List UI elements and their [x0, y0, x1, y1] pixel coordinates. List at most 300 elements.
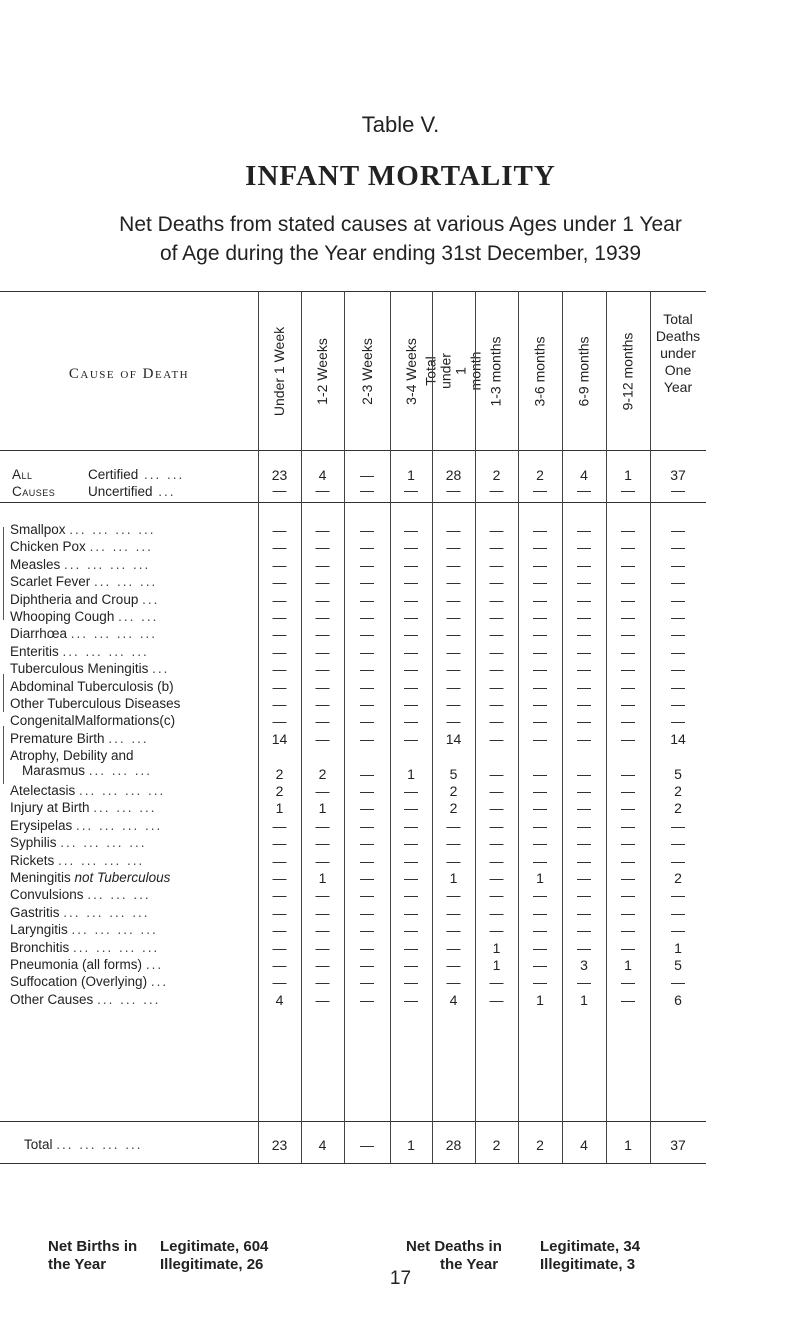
data-cell: —: [272, 678, 287, 695]
data-cell: 5: [674, 765, 682, 782]
data-cell: —: [621, 991, 635, 1008]
data-cell: —: [272, 852, 287, 869]
data-cell: —: [577, 870, 591, 886]
data-cell: —: [621, 765, 635, 782]
data-cell: —: [577, 887, 591, 904]
row-label: [10, 922, 158, 937]
data-cell: 4: [275, 991, 284, 1008]
data-cell: —: [360, 556, 374, 573]
data-cell: —: [577, 574, 591, 591]
data-cell: —: [533, 957, 547, 973]
data-cell: —: [446, 556, 461, 573]
data-cell: 2: [674, 800, 682, 817]
data-cell: —: [315, 574, 330, 591]
data-cell: —: [489, 574, 504, 591]
data-cell: —: [404, 643, 418, 660]
data-cell: —: [533, 609, 547, 625]
row-label: [10, 992, 160, 1007]
row-label: [10, 574, 157, 589]
data-cell: 14: [445, 730, 462, 747]
data-cell: —: [360, 713, 374, 730]
data-cell: —: [533, 539, 547, 556]
data-cell: —: [577, 522, 591, 538]
data-cell: —: [533, 643, 547, 660]
row-label-text: Erysipelas: [10, 817, 73, 833]
data-cell: —: [272, 643, 287, 660]
row-label: [10, 522, 156, 537]
data-cell: —: [404, 817, 418, 834]
data-cell: —: [533, 922, 547, 939]
data-cell: —: [533, 522, 547, 538]
data-cell: —: [315, 609, 330, 625]
all-causes-certified-cell: 2: [492, 467, 501, 483]
data-cell: —: [315, 957, 330, 973]
data-cell: —: [446, 574, 461, 591]
row-label: [10, 626, 157, 641]
row-label: [10, 940, 159, 955]
data-cell: —: [533, 713, 547, 730]
data-cell: —: [533, 974, 547, 991]
row-label-text: Atrophy, Debility and: [10, 748, 134, 764]
total-cell: 1: [407, 1137, 415, 1153]
row-leader-dots: ... ... ... ...: [76, 817, 163, 833]
header-age-label: 3-6 months: [531, 335, 548, 407]
header-age-0: [258, 297, 301, 445]
row-label-text: Other Causes: [10, 991, 94, 1007]
row-leader-dots: ... ... ...: [97, 991, 161, 1007]
data-cell: —: [404, 870, 418, 886]
row-leader-dots: ... ... ... ...: [71, 922, 158, 938]
data-cell: —: [360, 730, 374, 747]
data-cell: —: [671, 539, 685, 556]
data-cell: 2: [449, 800, 458, 817]
data-cell: —: [360, 626, 374, 643]
data-cell: —: [489, 522, 504, 538]
data-cell: —: [315, 783, 330, 799]
data-cell: —: [360, 522, 374, 538]
data-cell: —: [489, 556, 504, 573]
data-cell: —: [621, 870, 635, 886]
data-cell: —: [489, 678, 504, 695]
data-cell: —: [621, 783, 635, 799]
footer-births-label-1: Net Births in: [48, 1238, 138, 1255]
all-causes-certified-cell: —: [360, 467, 374, 483]
data-cell: 1: [492, 957, 501, 973]
row-label: [10, 818, 162, 833]
uncertified-label: Uncertified ...: [88, 484, 176, 499]
data-cell: —: [533, 591, 547, 608]
data-cell: —: [577, 713, 591, 730]
total-cell: 37: [670, 1137, 686, 1153]
row-leader-dots: ... ...: [118, 609, 159, 624]
row-label-text: Abdominal Tuberculosis (b): [10, 678, 174, 694]
data-cell: —: [404, 974, 418, 991]
data-cell: —: [533, 730, 547, 747]
data-cell: —: [360, 852, 374, 869]
certified-label: Certified ... ...: [88, 467, 185, 482]
data-cell: —: [272, 522, 287, 538]
all-causes-certified-cell: 1: [624, 467, 632, 483]
row-label: [10, 748, 152, 778]
header-age-label: Total under 1 month: [422, 351, 484, 391]
data-cell: —: [533, 800, 547, 817]
header-age-label: 3-4 Weeks: [402, 337, 419, 405]
row-label: [10, 644, 149, 659]
row-leader-dots: ... ... ... ...: [73, 939, 160, 955]
data-cell: 6: [674, 991, 682, 1008]
data-cell: —: [315, 835, 330, 852]
data-cell: —: [272, 574, 287, 591]
data-cell: —: [671, 574, 685, 591]
data-cell: —: [621, 974, 635, 991]
data-cell: —: [446, 696, 461, 712]
row-leader-dots: ...: [145, 957, 164, 972]
header-age-label: 2-3 Weeks: [358, 337, 375, 405]
data-cell: —: [272, 904, 287, 921]
data-cell: —: [533, 678, 547, 695]
data-cell: 2: [275, 783, 284, 799]
data-cell: —: [360, 887, 374, 904]
data-cell: —: [621, 643, 635, 660]
row-label-text: Diarrhœa: [10, 626, 68, 642]
data-cell: —: [533, 626, 547, 643]
row-label: [10, 609, 158, 624]
data-cell: —: [272, 939, 287, 956]
total-cell: 1: [624, 1137, 632, 1153]
data-cell: —: [404, 609, 418, 625]
data-cell: —: [577, 974, 591, 991]
data-cell: 1: [580, 991, 588, 1008]
data-cell: —: [272, 556, 287, 573]
data-cell: 1: [449, 870, 458, 886]
data-cell: —: [360, 974, 374, 991]
data-cell: —: [621, 678, 635, 695]
data-cell: —: [272, 870, 287, 886]
all-causes-uncertified-cell: —: [621, 482, 635, 498]
data-cell: —: [577, 765, 591, 782]
footer-deaths-label-1: Net Deaths in: [406, 1238, 502, 1255]
data-cell: —: [272, 957, 287, 973]
data-cell: —: [533, 904, 547, 921]
data-cell: —: [404, 522, 418, 538]
data-cell: —: [446, 626, 461, 643]
data-cell: —: [315, 539, 330, 556]
row-leader-dots: ... ... ...: [93, 800, 157, 816]
data-cell: —: [577, 556, 591, 573]
data-cell: —: [489, 765, 504, 782]
data-cell: —: [446, 591, 461, 608]
all-causes-certified-cell: 28: [445, 467, 462, 483]
data-cell: —: [315, 887, 330, 904]
data-cell: —: [671, 817, 685, 834]
all-causes-certified-cell: 1: [407, 467, 415, 483]
data-cell: 1: [492, 939, 501, 956]
data-cell: —: [446, 713, 461, 730]
data-cell: —: [404, 626, 418, 643]
total-cell: 2: [492, 1137, 501, 1153]
data-cell: —: [360, 817, 374, 834]
data-cell: —: [272, 609, 287, 625]
all-causes-label-bottom: Causes: [12, 484, 56, 499]
data-cell: —: [621, 887, 635, 904]
all-causes-uncertified-cell: —: [489, 482, 504, 498]
data-cell: —: [360, 922, 374, 939]
header-age-7: [562, 297, 606, 445]
all-causes-certified-cell: 37: [670, 467, 686, 483]
data-cell: —: [360, 939, 374, 956]
data-cell: —: [315, 904, 330, 921]
data-cell: —: [577, 626, 591, 643]
data-cell: 1: [318, 870, 327, 886]
header-age-label: 9-12 months: [619, 332, 636, 410]
data-cell: —: [315, 991, 330, 1008]
data-cell: —: [315, 522, 330, 538]
row-label-text: Scarlet Fever: [10, 574, 91, 590]
row-label-text: Meningitis: [10, 870, 75, 885]
data-cell: —: [315, 678, 330, 695]
total-cell: 4: [580, 1137, 588, 1153]
brace-congenital: [3, 726, 4, 784]
all-causes-uncertified-cell: —: [671, 482, 685, 498]
row-label: [10, 835, 147, 850]
all-causes-uncertified-cell: —: [533, 482, 547, 498]
brace-tuberculosis: [3, 674, 4, 712]
data-cell: 2: [449, 783, 458, 799]
row-leader-dots: ... ... ... ...: [79, 783, 166, 798]
data-cell: —: [671, 591, 685, 608]
header-age-8: [606, 297, 650, 445]
body-bottom-rule: [0, 1121, 706, 1122]
data-cell: —: [533, 852, 547, 869]
subtitle-line-1: Net Deaths from stated causes at various Ages under 1 Year: [119, 213, 682, 236]
data-cell: —: [360, 904, 374, 921]
header-age-label: 1-2 Weeks: [314, 337, 331, 405]
data-cell: —: [404, 904, 418, 921]
data-cell: —: [360, 609, 374, 625]
header-total-deaths: Total Deaths under One Year: [655, 311, 701, 395]
data-cell: —: [621, 696, 635, 712]
data-cell: —: [621, 574, 635, 591]
data-cell: —: [489, 887, 504, 904]
total-row-label-text: Total: [24, 1137, 53, 1152]
data-cell: —: [533, 574, 547, 591]
data-cell: —: [315, 974, 330, 991]
data-cell: —: [404, 800, 418, 817]
data-cell: —: [577, 661, 591, 678]
data-cell: —: [533, 939, 547, 956]
data-cell: —: [489, 696, 504, 712]
data-cell: 2: [318, 765, 327, 782]
data-cell: —: [360, 591, 374, 608]
data-cell: —: [315, 591, 330, 608]
data-cell: —: [621, 800, 635, 817]
data-cell: —: [489, 870, 504, 886]
page-number: 17: [389, 1268, 412, 1289]
all-causes-certified-cell: 4: [318, 467, 327, 483]
subtitle-line-2: of Age during the Year ending 31st December, 1939: [159, 242, 642, 265]
data-cell: —: [489, 974, 504, 991]
data-cell: —: [315, 939, 330, 956]
data-cell: —: [671, 974, 685, 991]
total-row-leader-dots: ... ... ... ...: [56, 1137, 143, 1152]
all-causes-certified-cell: 23: [271, 467, 288, 483]
header-cause-of-death: Cause of Death: [68, 366, 190, 382]
data-cell: —: [272, 817, 287, 834]
row-leader-dots: ... ...: [108, 730, 149, 746]
data-cell: 2: [674, 783, 682, 799]
data-cell: —: [315, 852, 330, 869]
all-causes-uncertified-cell: —: [360, 482, 374, 498]
data-cell: —: [671, 835, 685, 852]
data-cell: —: [404, 835, 418, 852]
data-cell: —: [360, 696, 374, 712]
all-causes-uncertified-cell: —: [272, 482, 287, 498]
data-cell: —: [489, 991, 504, 1008]
data-cell: —: [315, 922, 330, 939]
data-cell: —: [577, 643, 591, 660]
data-cell: —: [446, 835, 461, 852]
data-cell: —: [315, 696, 330, 712]
data-cell: —: [446, 974, 461, 991]
data-cell: 3: [580, 957, 588, 973]
table-bottom-rule: [0, 1163, 706, 1164]
header-age-5: [475, 297, 518, 445]
data-cell: —: [621, 522, 635, 538]
row-label-text: Injury at Birth: [10, 800, 90, 816]
row-leader-dots: ...: [142, 591, 160, 607]
data-cell: —: [446, 904, 461, 921]
brace-infectious: [3, 527, 4, 620]
data-cell: —: [272, 974, 287, 991]
data-cell: —: [446, 609, 461, 625]
data-cell: —: [272, 922, 287, 939]
data-cell: —: [533, 783, 547, 799]
data-cell: 14: [271, 730, 288, 747]
data-cell: —: [360, 574, 374, 591]
all-causes-uncertified-cell: —: [315, 482, 330, 498]
data-cell: —: [446, 817, 461, 834]
footer-births-label-2: the Year: [48, 1256, 107, 1273]
footer-deaths-legitimate: Legitimate, 34: [540, 1238, 641, 1255]
data-cell: —: [671, 643, 685, 660]
row-label-text: Gastritis: [10, 904, 60, 920]
all-causes-label-top: All: [12, 467, 33, 482]
data-cell: —: [671, 522, 685, 538]
data-cell: —: [489, 661, 504, 678]
footer-births-legitimate: Legitimate, 604: [160, 1238, 269, 1255]
data-cell: —: [577, 835, 591, 852]
data-cell: 14: [670, 730, 686, 747]
data-cell: —: [360, 661, 374, 678]
page-title: INFANT MORTALITY: [245, 160, 556, 192]
data-cell: —: [272, 539, 287, 556]
header-age-2: [344, 297, 390, 445]
data-cell: —: [404, 591, 418, 608]
data-cell: —: [272, 661, 287, 678]
data-cell: 1: [407, 765, 415, 782]
data-cell: —: [671, 887, 685, 904]
header-bottom-rule: [0, 450, 706, 451]
all-causes-bottom-rule: [0, 502, 706, 503]
row-label-text: Enteritis: [10, 643, 59, 659]
data-cell: —: [533, 765, 547, 782]
data-cell: —: [446, 522, 461, 538]
row-leader-dots: ... ... ... ...: [62, 643, 149, 659]
data-cell: —: [272, 591, 287, 608]
row-label: [10, 679, 174, 694]
data-cell: —: [577, 609, 591, 625]
data-cell: —: [360, 870, 374, 886]
data-cell: —: [489, 713, 504, 730]
data-cell: 1: [275, 800, 284, 817]
data-cell: —: [404, 661, 418, 678]
data-cell: —: [404, 991, 418, 1008]
data-cell: —: [577, 539, 591, 556]
row-label-text: Bronchitis: [10, 939, 70, 955]
row-label-text: Premature Birth: [10, 730, 105, 746]
data-cell: —: [489, 609, 504, 625]
data-cell: —: [446, 887, 461, 904]
table-label: Table V.: [361, 112, 440, 137]
row-label: [10, 957, 163, 972]
data-cell: —: [272, 713, 287, 730]
data-cell: —: [621, 904, 635, 921]
data-cell: —: [315, 817, 330, 834]
data-cell: 5: [674, 957, 682, 973]
data-cell: —: [533, 696, 547, 712]
data-cell: —: [404, 574, 418, 591]
header-age-1: [301, 297, 344, 445]
data-cell: —: [671, 696, 685, 712]
row-label-text: Pneumonia (all forms): [10, 957, 143, 972]
data-cell: —: [577, 904, 591, 921]
header-age-label: Under 1 Week: [271, 326, 288, 416]
data-cell: —: [272, 835, 287, 852]
data-cell: —: [489, 626, 504, 643]
data-cell: —: [489, 852, 504, 869]
row-leader-dots: ... ... ...: [87, 887, 151, 903]
total-cell: —: [360, 1137, 374, 1153]
data-cell: —: [577, 696, 591, 712]
data-cell: —: [621, 661, 635, 678]
data-cell: 4: [449, 991, 458, 1008]
row-label: [10, 800, 157, 815]
footer-deaths-illegitimate: Illegitimate, 3: [540, 1256, 636, 1273]
total-cell: 4: [318, 1137, 327, 1153]
data-cell: —: [404, 783, 418, 799]
row-label: [10, 905, 150, 920]
data-cell: —: [489, 922, 504, 939]
data-cell: —: [446, 922, 461, 939]
data-cell: —: [446, 678, 461, 695]
data-cell: —: [621, 730, 635, 747]
header-age-4: [422, 297, 484, 445]
data-cell: —: [360, 765, 374, 782]
data-cell: —: [577, 852, 591, 869]
data-cell: —: [489, 800, 504, 817]
data-cell: —: [404, 713, 418, 730]
row-label-italic: not Tuberculous: [74, 870, 171, 885]
data-cell: —: [446, 852, 461, 869]
header-age-label: 1-3 months: [488, 335, 505, 407]
data-cell: —: [671, 626, 685, 643]
row-label: [10, 696, 180, 711]
row-label-text: Tuberculous Meningitis: [10, 661, 149, 677]
row-label: [10, 539, 153, 554]
data-cell: —: [533, 661, 547, 678]
data-cell: —: [404, 696, 418, 712]
data-cell: —: [489, 643, 504, 660]
